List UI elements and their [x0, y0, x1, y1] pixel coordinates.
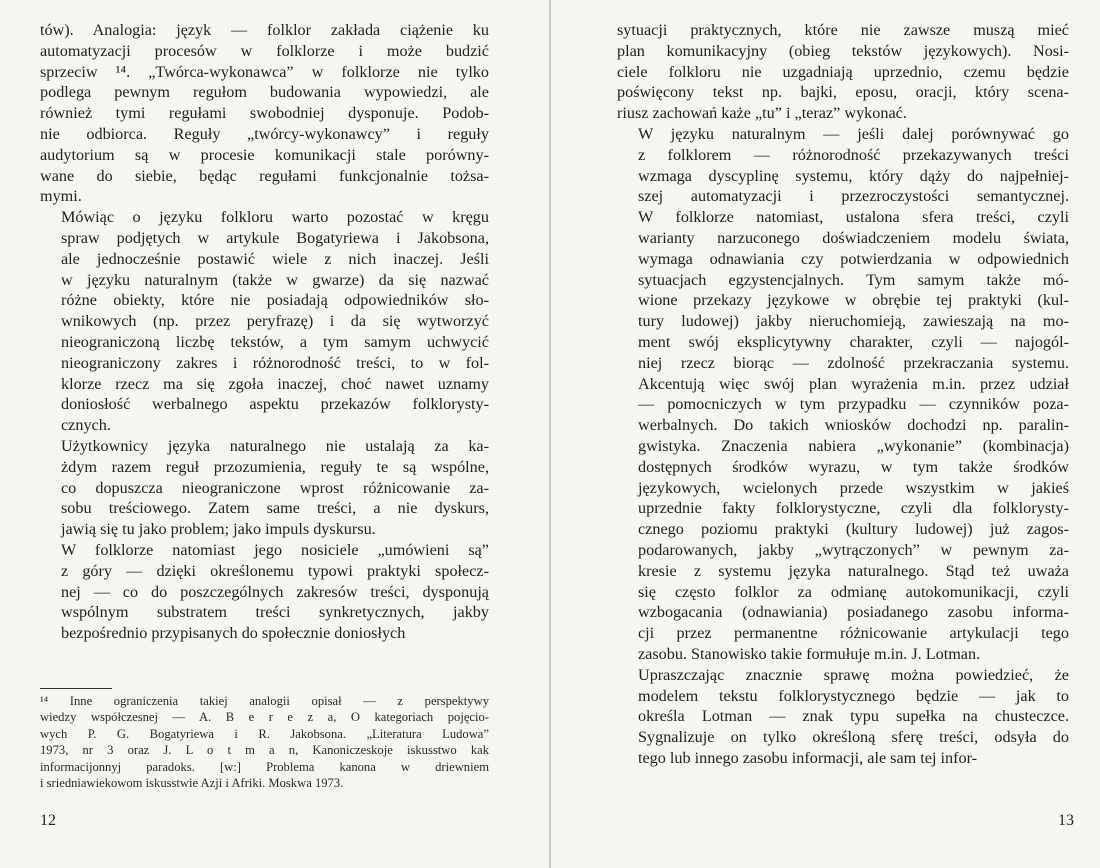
right-page-body [617, 20, 1069, 769]
footnote-line: wiedzy współczesnej — A. B e r e z a, O kategoriach pojęcio- [40, 710, 489, 725]
text-line: doniosłość werbalnego aspektu przekazów folklorysty- [61, 395, 489, 414]
text-line: W folklorze natomiast, ustalona sfera treści, czyli [638, 208, 1069, 227]
paragraph [617, 20, 1069, 124]
text-line: modelem tekstu folklorystycznego będzie — jak to [638, 686, 1069, 705]
footnote-line: i sriedniawiekowom iskusstwie Azji i Afriki. Moskwa 1973. [40, 776, 344, 791]
text-line: ment swój eksplicytywny charakter, czyli — najogól- [638, 332, 1069, 351]
footnote [40, 693, 489, 791]
text-line: werbalnych. Do takich wniosków dochodzi np. paralin- [638, 416, 1069, 435]
text-line: szej automatyzacji i przezroczystości semantycznej. [638, 187, 1069, 206]
text-line: kresie z systemu języka naturalnego. Stąd też uważa [638, 561, 1069, 580]
text-line: wane do siebie, będąc regułami funkcjonalnie tożsa- [40, 166, 489, 185]
footnote-line: informacijonnyj paradoks. [w:] Problema kanona w driewniem [40, 759, 489, 774]
text-line: wzbogacania (odnawiania) posiadanego zasobu informa- [638, 603, 1069, 622]
text-line: podarowanych, jakby „wytrączonych” w pewnym za- [638, 540, 1069, 559]
text-line: W folklorze natomiast jego nosiciele „umówieni są” [61, 540, 489, 559]
left-page-body [40, 20, 489, 644]
text-line: tego lub innego zasobu informacji, ale sam tej infor- [638, 748, 978, 767]
left-page [0, 0, 549, 868]
text-line: bezpośrednio przypisanych do społecznie doniosłych [61, 624, 406, 643]
text-line: nieograniczony zakres i różnorodność treści, to w fol- [61, 353, 489, 372]
text-line: Sygnalizuje on tylko określoną sferę treści, odsyła do [638, 728, 1069, 747]
text-line: cznego poziomu praktyki (kultury ludowej) już zagos- [638, 520, 1069, 539]
text-line: cznych. [61, 416, 111, 435]
text-line: W języku naturalnym — jeśli dalej porównywać go [638, 124, 1069, 143]
text-line: różne obiekty, które nie posiadają odpowiedników sło- [61, 291, 489, 310]
text-line: w języku naturalnym (także w gwarze) da się nazwać [61, 270, 489, 289]
text-line: z góry — dzięki określonemu typowi praktyki społecz- [61, 561, 489, 580]
text-line: wnikowych (np. przez peryfrazę) i da się wytworzyć [61, 312, 489, 331]
text-line: jawią się tu jako problem; jako impuls dyskursu. [61, 520, 376, 539]
text-line: ciele folkloru nie uzgadniają uprzednio, czemu będzie [617, 62, 1069, 81]
text-line: wione przekazy językowe w obrębie tej praktyki (kul- [638, 291, 1069, 310]
text-line: Mówiąc o języku folkloru warto pozostać w kręgu [61, 208, 489, 227]
footnote-line: ¹⁴ Inne ograniczenia takiej analogii opisał — z perspektywy [40, 694, 489, 708]
text-line: się często folklor za odmianę autokomunikacji, czyli [638, 582, 1069, 601]
text-line: dostępnych środków wyrazu, w tym także środków [638, 457, 1069, 476]
text-line: nie odbiorca. Reguły „twórcy-wykonawcy” i reguły [40, 124, 489, 143]
text-line: sobu treściowego. Zatem same treści, a nie dyskurs, [61, 499, 489, 518]
text-line: spraw podjętych w artykule Bogatyriewa i Jakobsona, [61, 228, 489, 247]
text-line: tów). Analogia: język — folklor zakłada ciążenie ku [40, 21, 489, 39]
text-line: określa Lotman — znak typu supełka na chusteczce. [638, 707, 1069, 726]
footnote-rule [40, 688, 112, 689]
text-line: sytuacji praktycznych, które nie zawsze muszą mieć [617, 21, 1069, 39]
text-line: uprzednie fakty folklorystyczne, czyli dla folklorysty- [638, 499, 1069, 518]
text-line: z folklorem — różnorodność przekazywanych treści [638, 145, 1069, 164]
text-line: klorze rzecz ma się zgoła inaczej, choć nawet uznamy [61, 374, 489, 393]
text-line: gwistyka. Znaczenia nabiera „wykonanie” (kombinacja) [638, 436, 1069, 455]
page-number-left: 12 [40, 812, 56, 829]
text-line: sprzeciw ¹⁴. „Twórca-wykonawca” w folklorze nie tylko [40, 62, 489, 81]
text-line: — pomocniczych w tym przypadku — czynników poza- [638, 395, 1069, 414]
text-line: co dopuszcza nieograniczone wprost różnicowanie za- [61, 478, 489, 497]
paragraph [40, 20, 489, 207]
text-line: Upraszczając znacznie sprawę można powiedzieć, że [638, 665, 1069, 684]
footnote-line: wych P. G. Bogatyriewa i R. Jakobsona. „Literatura Ludowa” [40, 726, 489, 741]
text-line: riusz zachowań każe „tu” i „teraz” wykonać. [617, 104, 907, 123]
text-line: zasobu. Stanowisko takie formułuje m.in. J. Lotman. [638, 644, 981, 663]
paragraph [40, 207, 489, 436]
text-line: wymaga odnawiania czy potwierdzania w odpowiednich [638, 249, 1069, 268]
text-line: Akcentują więc swój plan wyrażenia m.in. przez udział [638, 374, 1069, 393]
text-line: warianty narzuconego doświadczeniem modelu świata, [638, 228, 1069, 247]
text-line: nej — co do poszczególnych zakresów treści, dysponują [61, 582, 489, 601]
paragraph [40, 436, 489, 540]
text-line: Użytkownicy języka naturalnego nie ustalają za ka- [61, 436, 489, 455]
text-line: żdym razem reguł przozumienia, reguły te są wspólne, [61, 457, 489, 476]
text-line: plan komunikacyjny (obieg tekstów językowych). Nosi- [617, 41, 1069, 60]
footnote-line: 1973, nr 3 oraz J. L o t m a n, Kanoniczeskoje iskusstwo kak [40, 743, 489, 758]
text-line: nieograniczoną liczbę tekstów, a tym samym uchwycić [61, 332, 489, 351]
page-number-right: 13 [1058, 812, 1074, 829]
text-line: wspólnym substratem treści synkretycznych, jakby [61, 603, 489, 622]
paragraph [40, 540, 489, 644]
text-line: językowych, wcielonych przede wszystkim w jakieś [638, 478, 1069, 497]
right-page [551, 0, 1100, 868]
text-line: cji przez permanentne różnicowanie artykulacji tego [638, 624, 1069, 643]
text-line: automatyzacji procesów w folklorze i może budzić [40, 41, 489, 60]
text-line: sytuacjach egzystencjalnych. Tym samym także mó- [638, 270, 1069, 289]
text-line: audytorium są w procesie komunikacji stale porówny- [40, 145, 489, 164]
text-line: niej rzecz biorąc — zdolność przekraczania systemu. [638, 353, 1069, 372]
text-line: tury ludowej) jakby nieruchomieją, zawieszają na mo- [638, 312, 1069, 331]
text-line: wzmaga dyscyplinę systemu, który dąży do najpełniej- [638, 166, 1069, 185]
text-line: również tymi regułami swobodniej dysponuje. Podob- [40, 104, 489, 123]
paragraph [617, 665, 1069, 769]
text-line: ale jednocześnie postawić wiele z nich inaczej. Jeśli [61, 249, 489, 268]
paragraph [617, 124, 1069, 665]
text-line: podlega pewnym regułom budowania wypowiedzi, ale [40, 83, 489, 102]
text-line: mymi. [40, 187, 82, 206]
text-line: poświęcony tekst np. bajki, eposu, oracji, który scena- [617, 83, 1069, 102]
